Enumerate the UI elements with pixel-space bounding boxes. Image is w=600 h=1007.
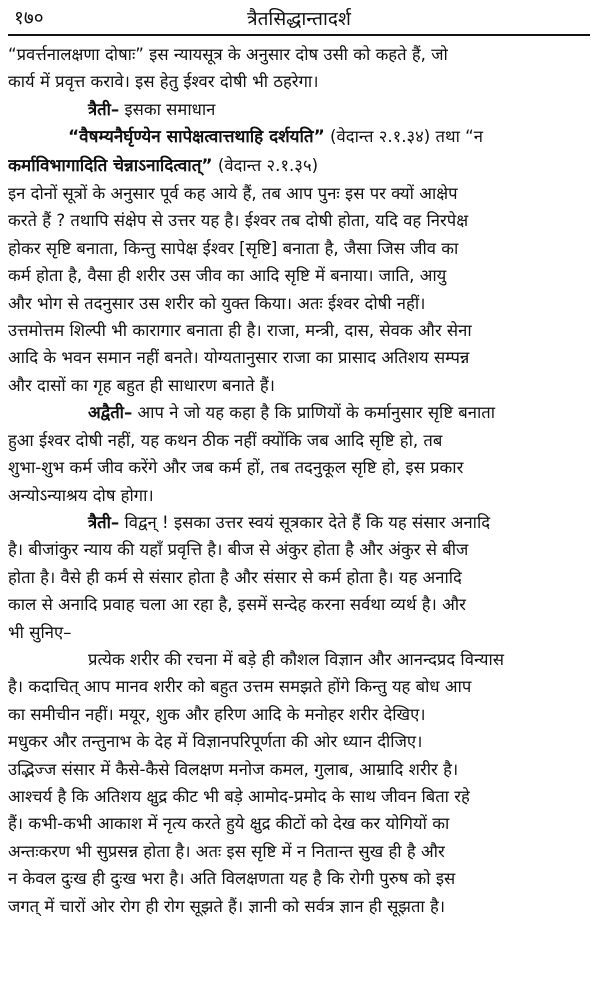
line-text: अन्योऽन्याश्रय दोष होगा। <box>8 485 154 505</box>
text-line <box>8 536 590 563</box>
line-text: काल से अनादि प्रवाह चला आ रहा है, इसमें सन्देह करना सर्वथा व्यर्थ है। और <box>8 595 466 615</box>
speaker-label: त्रैती– <box>88 512 120 532</box>
text-line <box>8 317 590 344</box>
text-line <box>8 783 590 810</box>
line-text: हुआ ईश्वर दोषी नहीं, यह कथन ठीक नहीं क्योंकि जब आदि सृष्टि हो, तब <box>8 430 443 450</box>
line-text: कर्म होता है, वैसा ही शरीर उस जीव का आदि सृष्टि में बनाया। जाति, आयु <box>8 266 447 286</box>
line-text: इसका समाधान <box>119 99 216 119</box>
line-text: उद्भिज्ज संसार में कैसे-कैसे विलक्षण मनोज कमल, गुलाब, आम्रादि शरीर है। <box>8 759 459 779</box>
line-text: आश्चर्य है कि अतिशय क्षुद्र कीट भी बड़े आमोद-प्रमोद के साथ जीवन बिता रहे <box>8 786 470 806</box>
line-text: होकर सृष्टि बनाता, किन्तु सापेक्ष ईश्वर [सृष्टि] बनाता है, जैसा जिस जीव का <box>8 238 459 258</box>
text-line <box>8 96 590 123</box>
text-line <box>8 893 590 920</box>
text-line <box>8 180 590 207</box>
line-text: जगत् में चारों ओर रोग ही रोग सूझते हैं। ज्ञानी को सर्वत्र ज्ञान ही सूझता है। <box>8 896 446 916</box>
line-text: हैं। कभी-कभी आकाश में नृत्य करते हुये क्षुद्र कीटों को देख कर योगियों का <box>8 814 450 834</box>
text-line <box>8 344 590 371</box>
text-line <box>8 152 590 180</box>
line-text: है। कदाचित् आप मानव शरीर को बहुत उत्तम समझते होंगे किन्तु यह बोध आप <box>8 677 472 697</box>
text-line <box>8 619 590 646</box>
text-line <box>8 207 590 234</box>
line-text: इन दोनों सूत्रों के अनुसार पूर्व कह आये हैं, तब आप पुनः इस पर क्यों आक्षेप <box>8 184 458 204</box>
text-line <box>8 865 590 892</box>
line-text: उत्तमोत्तम शिल्पी भी कारागार बनाता ही है। राजा, मन्त्री, दास, सेवक और सेना <box>8 321 472 341</box>
text-line <box>8 564 590 591</box>
page-number: १७० <box>14 7 44 29</box>
line-text: मधुकर और तन्तुनाभ के देह में विज्ञानपरिपूर्णता की ओर ध्यान दीजिए। <box>8 732 423 752</box>
line-text: होता है। वैसे ही कर्म से संसार होता है और संसार से कर्म होता है। यह अनादि <box>8 567 462 587</box>
text-line <box>8 123 590 151</box>
text-line <box>8 728 590 755</box>
line-text: और भोग से तदनुसार उस शरीर को युक्त किया। अतः ईश्वर दोषी नहीं। <box>8 293 426 313</box>
line-text: “प्रवर्त्तनालक्षणा दोषाः” इस न्यायसूत्र के अनुसार दोष उसी को कहते हैं, जो <box>8 45 448 64</box>
text-line <box>8 482 590 509</box>
sutra-quote: कर्माविभागादिति चेन्नाऽनादित्वात्” <box>8 155 213 176</box>
text-line <box>8 454 590 481</box>
line-text: विद्वन् ! इसका उत्तर स्वयं सूत्रकार देते हैं कि यह संसार अनादि <box>119 512 491 532</box>
line-text: न केवल दुःख ही दुःख भरा है। अति विलक्षणता यह है कि रोगी पुरुष को इस <box>8 869 456 889</box>
text-line <box>8 290 590 317</box>
line-text: आप ने जो यह कहा है कि प्राणियों के कर्मानुसार सृष्टि बनाता <box>132 403 496 423</box>
text-line <box>8 591 590 618</box>
text-line <box>8 262 590 289</box>
page-header <box>8 0 590 36</box>
line-text: भी सुनिए– <box>8 622 72 642</box>
text-line <box>8 701 590 728</box>
line-text: (वेदान्त २.१.३५) <box>212 155 319 175</box>
line-text: (वेदान्त २.१.३४) तथा “न <box>324 127 483 147</box>
text-line <box>8 372 590 399</box>
speaker-label: अद्वैती– <box>88 403 133 423</box>
text-line <box>8 427 590 454</box>
line-text: और दासों का गृह बहुत ही साधारण बनाते हैं। <box>8 375 275 395</box>
running-title: त्रैतसिद्धान्तादर्श <box>247 8 351 30</box>
line-text: शुभा-शुभ कर्म जीव करेंगे और जब कर्म हों, तब तदनुकूल सृष्टि हो, इस प्रकार <box>8 458 464 478</box>
line-text: है। बीजांकुर न्याय की यहाँ प्रवृत्ति है। बीज से अंकुर होता है और अंकुर से बीज <box>8 540 469 560</box>
text-line <box>8 646 590 673</box>
line-text: प्रत्येक शरीर की रचना में बड़े ही कौशल विज्ञान और आनन्दप्रद विन्यास <box>88 649 504 669</box>
line-text: अन्तःकरण भी सुप्रसन्न होता है। अतः इस सृष्टि में न नितान्त सुख ही है और <box>8 841 445 861</box>
text-line <box>8 838 590 865</box>
text-line <box>8 756 590 783</box>
body-text <box>8 36 590 920</box>
line-text: कार्य में प्रवृत्त करावे। इस हेतु ईश्वर दोषी भी ठहरेगा। <box>8 72 319 92</box>
text-line <box>8 509 590 536</box>
line-text: आदि के भवन समान नहीं बनते। योग्यतानुसार राजा का प्रासाद अतिशय सम्पन्न <box>8 348 470 368</box>
text-line <box>8 68 590 95</box>
line-text: करते हैं ? तथापि संक्षेप से उत्तर यह है। ईश्वर तब दोषी होता, यदि वह निरपेक्ष <box>8 211 469 231</box>
line-text: का समीचीन नहीं। मयूर, शुक और हरिण आदि के मनोहर शरीर देखिए। <box>8 704 426 724</box>
sutra-quote: “वैषम्यनैर्घृण्येन सापेक्षत्वात्तथाहि दर्शयति” <box>68 127 325 148</box>
text-line <box>8 399 590 426</box>
text-line <box>8 235 590 262</box>
text-line <box>8 673 590 700</box>
text-line <box>8 41 590 68</box>
text-line <box>8 810 590 837</box>
speaker-label: त्रैती– <box>88 99 120 119</box>
